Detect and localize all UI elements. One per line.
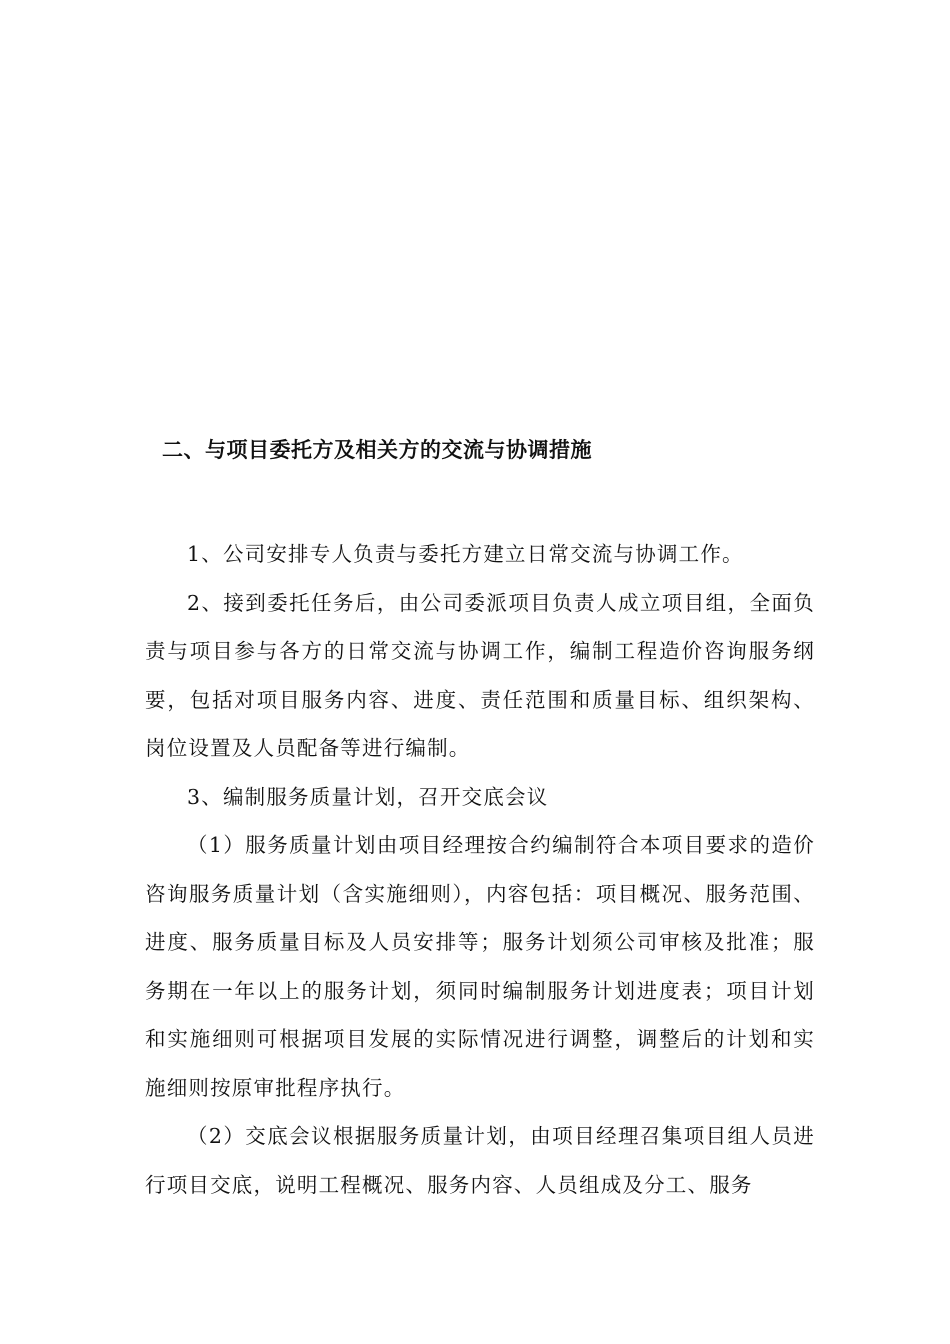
paragraph-3-2: （2）交底会议根据服务质量计划，由项目经理召集项目组人员进行项目交底，说明工程概况、服务内容、人员组成及分工、服务 bbox=[145, 1124, 815, 1197]
paragraph-3: 3、编制服务质量计划，召开交底会议 bbox=[187, 784, 549, 809]
document-body bbox=[145, 530, 815, 1209]
paragraph-3-1: （1）服务质量计划由项目经理按合约编制符合本项目要求的造价咨询服务质量计划（含实施细则），内容包括：项目概况、服务范围、进度、服务质量目标及人员安排等；服务计划须公司审核及批准；服务期在一年以上的服务计划，须同时编制服务计划进度表；项目计划和实施细则可根据项目发展的实际情况进行调整，调整后的计划和实施细则按原审批程序执行。 bbox=[145, 833, 815, 1100]
paragraph-1: 1、公司安排专人负责与委托方建立日常交流与协调工作。 bbox=[187, 542, 744, 566]
paragraph-2: 2、接到委托任务后，由公司委派项目负责人成立项目组，全面负责与项目参与各方的日常交流与协调工作，编制工程造价咨询服务纲要，包括对项目服务内容、进度、责任范围和质量目标、组织架构、岗位设置及人员配备等进行编制。 bbox=[145, 590, 815, 760]
section-heading: 二、与项目委托方及相关方的交流与协调措施 bbox=[162, 438, 592, 462]
